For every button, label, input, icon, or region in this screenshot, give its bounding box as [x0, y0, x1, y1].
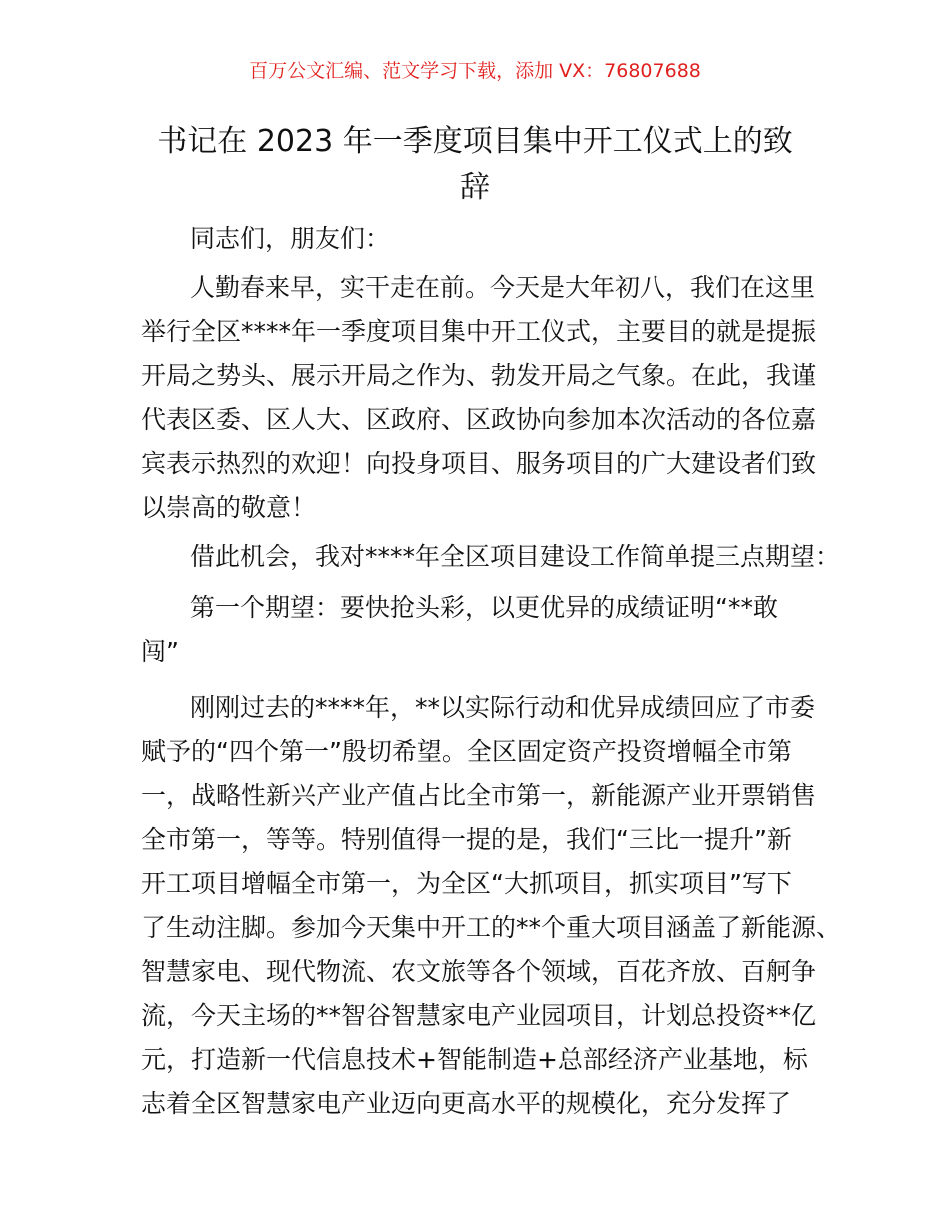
- section-heading-line: 闯”: [141, 637, 179, 666]
- paragraph-1-line: 宾表示热烈的欢迎！向投身项目、服务项目的广大建设者们致: [141, 449, 817, 478]
- watermark-header: 百万公文汇编、范文学习下载，添加 VX：76807688: [249, 60, 701, 82]
- paragraph-3-line: 智慧家电、现代物流、农文旅等各个领域，百花齐放、百舸争: [141, 957, 817, 986]
- paragraph-2-line: 借此机会，我对****年全区项目建设工作简单提三点期望：: [190, 542, 841, 571]
- paragraph-1-line: 以崇高的敬意！: [141, 493, 317, 522]
- paragraph-1-line: 开局之势头、展示开局之作为、勃发开局之气象。在此，我谨: [141, 361, 817, 390]
- paragraph-3-line: 志着全区智慧家电产业迈向更高水平的规模化，充分发挥了: [141, 1089, 792, 1118]
- paragraph-1-line: 代表区委、区人大、区政府、区政协向参加本次活动的各位嘉: [141, 405, 817, 434]
- paragraph-3-line: 元，打造新一代信息技术+智能制造+总部经济产业基地，标: [141, 1045, 808, 1074]
- paragraph-3-line: 流，今天主场的**智谷智慧家电产业园项目，计划总投资**亿: [141, 1001, 817, 1030]
- document-title-line-2: 辞: [460, 170, 490, 205]
- paragraph-3-line: 一，战略性新兴产业产值占比全市第一，新能源产业开票销售: [141, 781, 817, 810]
- paragraph-3-line: 刚刚过去的****年，**以实际行动和优异成绩回应了市委: [190, 693, 816, 722]
- paragraph-1-line: 人勤春来早，实干走在前。今天是大年初八，我们在这里: [190, 273, 816, 302]
- document-title-line-1: 书记在 2023 年一季度项目集中开工仪式上的致: [157, 124, 793, 159]
- section-heading-line: 第一个期望：要快抢头彩，以更优异的成绩证明“**敢: [190, 593, 778, 622]
- paragraph-3-line: 全市第一，等等。特别值得一提的是，我们“三比一提升”新: [141, 825, 792, 854]
- paragraph-1-line: 举行全区****年一季度项目集中开工仪式，主要目的就是提振: [141, 317, 817, 346]
- paragraph-3-line: 赋予的“四个第一”殷切希望。全区固定资产投资增幅全市第: [141, 737, 792, 766]
- paragraph-3-line: 开工项目增幅全市第一，为全区“大抓项目，抓实项目”写下: [141, 869, 792, 898]
- paragraph-3-line: 了生动注脚。参加今天集中开工的**个重大项目涵盖了新能源、: [141, 913, 842, 942]
- salutation: 同志们，朋友们：: [190, 224, 391, 253]
